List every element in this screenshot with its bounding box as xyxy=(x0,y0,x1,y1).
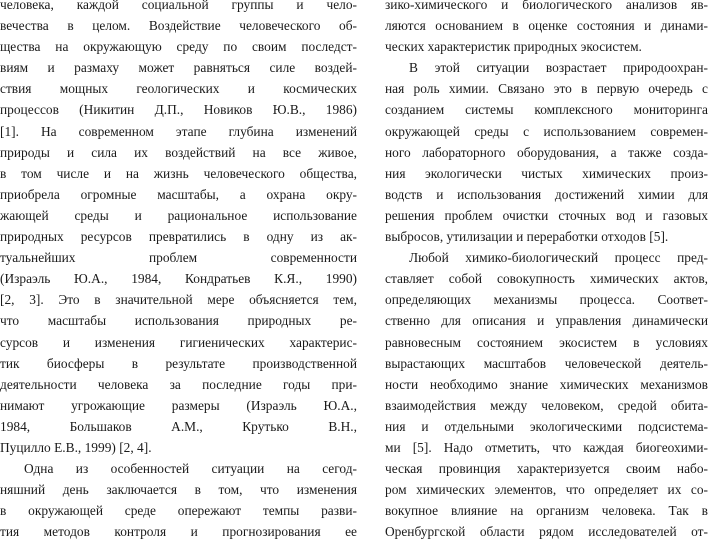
text-line: Одна из особенностей ситуации на сегод- xyxy=(24,461,357,477)
text-line: туальнейших проблем современности xyxy=(0,250,357,266)
text-line: ствия мощных геологических и космических xyxy=(0,81,357,97)
right-column xyxy=(385,0,708,542)
text-line: взаимодействия между человеком, средой обита- xyxy=(385,397,708,413)
text-line: ставляет собой совокупность химических актов, xyxy=(385,271,708,287)
text-line: что масштабы использования природных ре- xyxy=(0,313,357,329)
text-line: 1984, Большаков А.М., Крутько В.Н., xyxy=(0,418,357,434)
text-line: определяющих механизмы процесса. Соответ- xyxy=(385,292,708,308)
text-line: решения проблем очистки сточных вод и газовых xyxy=(385,207,708,223)
text-line: ного лабораторного оборудования, а также созда- xyxy=(385,144,708,160)
text-line: виям и размаху может равняться силе воздей- xyxy=(0,60,357,76)
text-line: в окружающей среде опережают темпы разви- xyxy=(0,503,357,519)
text-line: водств и использования достижений химии для xyxy=(385,186,708,202)
text-line: Оренбургской области рядом исследователей от- xyxy=(385,524,708,540)
text-line: человека, каждой социальной группы и чело- xyxy=(0,0,357,12)
text-line: вырастающих масштабов человеческой деятель- xyxy=(385,355,708,371)
text-line: приобрела огромные масштабы, а охрана окру- xyxy=(0,186,357,202)
text-line: ми [5]. Надо отметить, что каждая биогеохими- xyxy=(385,439,708,455)
text-line: няшний день заключается в том, что изменения xyxy=(0,482,357,498)
text-line: тик биосферы в результате производственной xyxy=(0,355,357,371)
text-line: вечества в целом. Воздействие человеческого об- xyxy=(0,18,357,34)
text-line: ственно для описания и управления динамически xyxy=(385,313,708,329)
text-line: ности необходимо знание химических механизмов xyxy=(385,376,708,392)
text-line: сурсов и изменения гигиенических характерис- xyxy=(0,334,357,350)
text-line: тия методов контроля и прогнозирования ее xyxy=(0,524,357,540)
text-line: щества на окружающую среду по своим последст- xyxy=(0,39,357,55)
text-line: (Израэль Ю.А., 1984, Кондратьев К.Я., 1990) xyxy=(0,271,357,287)
text-line: ляются основанием в оценке состояния и динами- xyxy=(385,18,708,34)
text-line: природных ресурсов превратились в одну из ак- xyxy=(0,229,357,245)
text-line: ная роль химии. Связано это в первую очередь с xyxy=(385,81,708,97)
text-line: в том числе и на жизнь человеческого общества, xyxy=(0,165,357,181)
text-line: [1]. На современном этапе глубина изменений xyxy=(0,123,357,139)
text-line: ния экологически чистых химических произ- xyxy=(385,165,708,181)
text-line: выбросов, утилизации и переработки отходов [5]. xyxy=(385,229,669,245)
text-line: В этой ситуации возрастает природоохран- xyxy=(409,60,708,76)
text-line: деятельности человека за последние годы при- xyxy=(0,376,357,392)
text-line: Пуцилло Е.В., 1999) [2, 4]. xyxy=(0,439,152,455)
text-line: нимают угрожающие размеры (Израэль Ю.А., xyxy=(0,397,357,413)
text-line: вокупное влияние на организм человека. Так в xyxy=(385,503,708,519)
text-line: процессов (Никитин Д.П., Новиков Ю.В., 1986) xyxy=(0,102,357,118)
text-line: жающей среды и рациональное использование xyxy=(0,207,357,223)
text-line: [2, 3]. Это в значительной мере объясняется тем, xyxy=(0,292,357,308)
text-line: ром химических элементов, что определяет их со- xyxy=(385,482,708,498)
text-line: природы и сила их воздействий на все живое, xyxy=(0,144,357,160)
text-line: ния и отдельными экологическими подсистема- xyxy=(385,418,708,434)
text-line: равновесным состоянием экосистем в условиях xyxy=(385,334,708,350)
text-line: созданием системы комплексного мониторинга xyxy=(385,102,708,118)
text-line: Любой химико-биологический процесс пред- xyxy=(409,250,708,266)
text-line: зико-химического и биологического анализов яв- xyxy=(385,0,708,12)
text-line: ческая провинция характеризуется своим набо- xyxy=(385,461,708,477)
text-line: ческих характеристик природных экосистем. xyxy=(385,39,642,55)
text-line: окружающей среды с использованием современ- xyxy=(385,123,708,139)
